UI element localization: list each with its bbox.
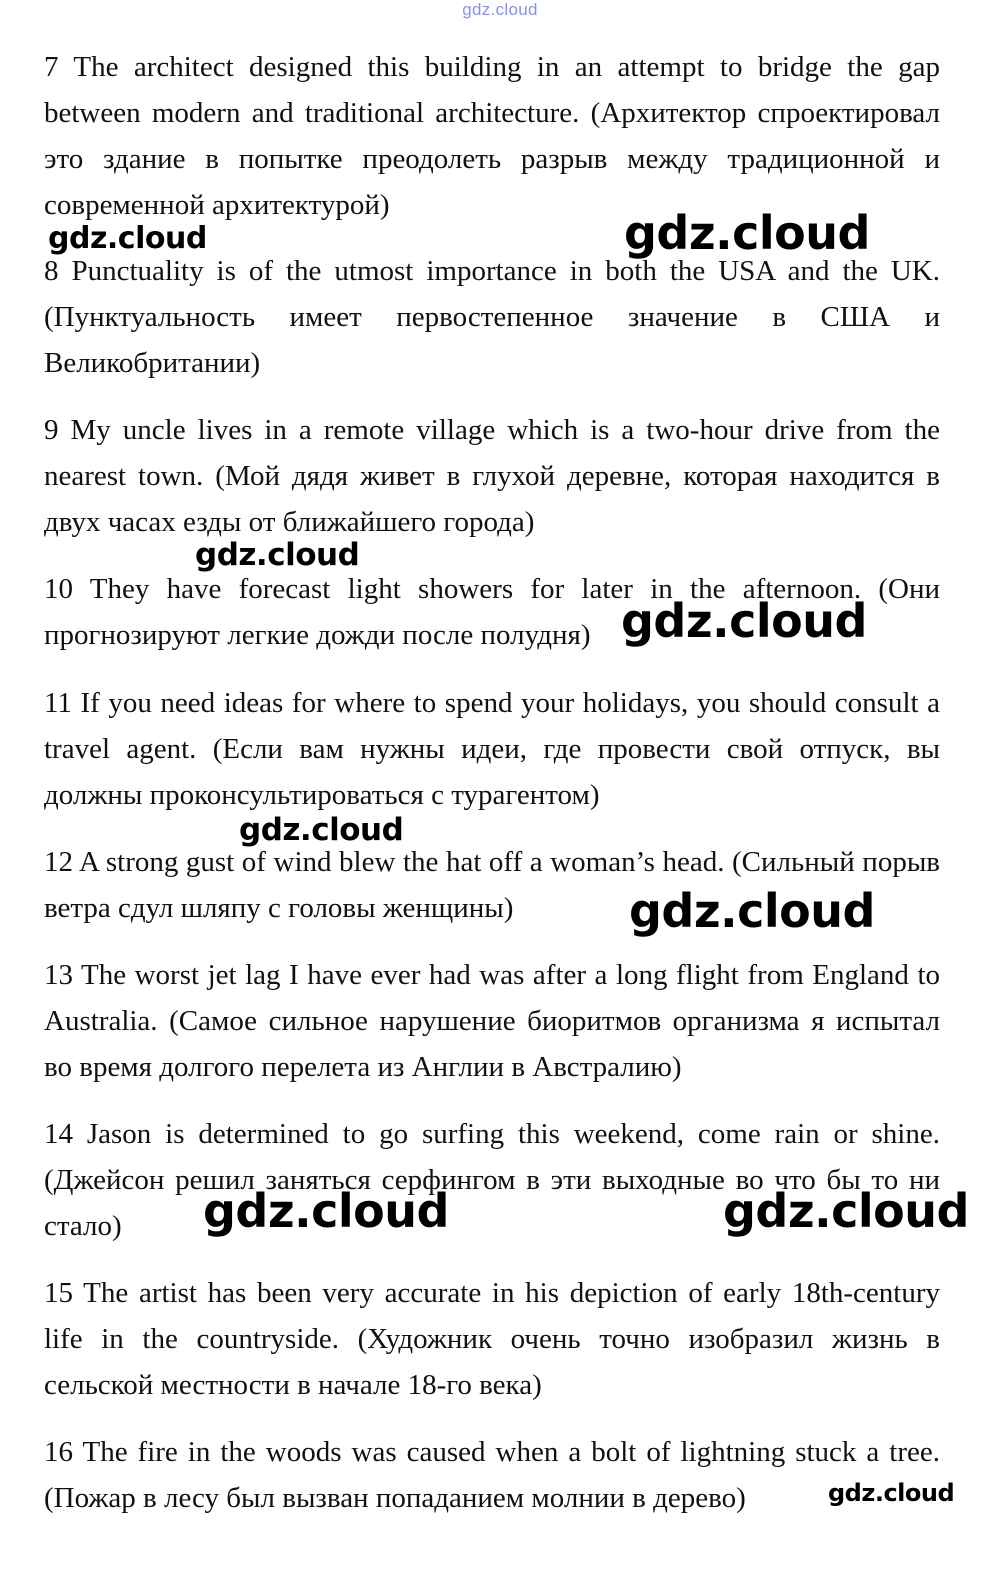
exercise-item-11: 11 If you need ideas for where to spend your holidays, you should consult a travel agent. (Если вам нужны идеи, где провести свой отпуск, вы должны проконсультироваться с турагентом)	[44, 687, 940, 811]
site-mark: gdz.cloud	[462, 0, 538, 19]
exercise-item-13: 13 The worst jet lag I have ever had was after a long flight from England to Australia. (Самое сильное нарушение биоритмов организма я испытал во время долгого перелета из Англии в Австралию)	[44, 959, 940, 1083]
watermark: gdz.cloud	[723, 1184, 969, 1238]
watermark: gdz.cloud	[239, 812, 404, 848]
exercise-item-16: 16 The fire in the woods was caused when a bolt of lightning stuck a tree. (Пожар в лесу был вызван попаданием молнии в дерево)	[44, 1436, 940, 1514]
watermark: gdz.cloud	[629, 884, 875, 938]
watermark: gdz.cloud	[203, 1184, 449, 1238]
exercise-item-12: 12 A strong gust of wind blew the hat off a woman’s head. (Сильный порыв ветра сдул шляпу с головы женщины)	[44, 846, 940, 924]
watermark: gdz.cloud	[828, 1479, 955, 1507]
exercise-item-15: 15 The artist has been very accurate in his depiction of early 18th-century life in the countryside. (Художник очень точно изобразил жизнь в сельской местности в начале 18-го века)	[44, 1277, 940, 1401]
watermark: gdz.cloud	[621, 594, 867, 648]
exercise-item-8: 8 Punctuality is of the utmost importance in both the USA and the UK. (Пунктуальность имеет первостепенное значение в США и Великобритании)	[44, 255, 940, 379]
exercise-item-9: 9 My uncle lives in a remote village which is a two-hour drive from the nearest town. (Мой дядя живет в глухой деревне, которая находится в двух часах езды от ближайшего города)	[44, 414, 940, 538]
watermark: gdz.cloud	[624, 206, 870, 260]
exercise-item-7: 7 The architect designed this building in an attempt to bridge the gap between modern and traditional architecture. (Архитектор спроектировал это здание в попытке преодолеть разрыв между традиционной и современной архитектурой)	[44, 51, 940, 221]
watermark: gdz.cloud	[195, 537, 360, 573]
watermark: gdz.cloud	[48, 221, 207, 256]
exercise-item-14: 14 Jason is determined to go surfing this weekend, come rain or shine. (Джейсон решил заняться серфингом в эти выходные во что бы то ни стало)	[44, 1118, 940, 1242]
exercise-item-10: 10 They have forecast light showers for later in the afternoon. (Они прогнозируют легкие дожди после полудня)	[44, 573, 940, 651]
